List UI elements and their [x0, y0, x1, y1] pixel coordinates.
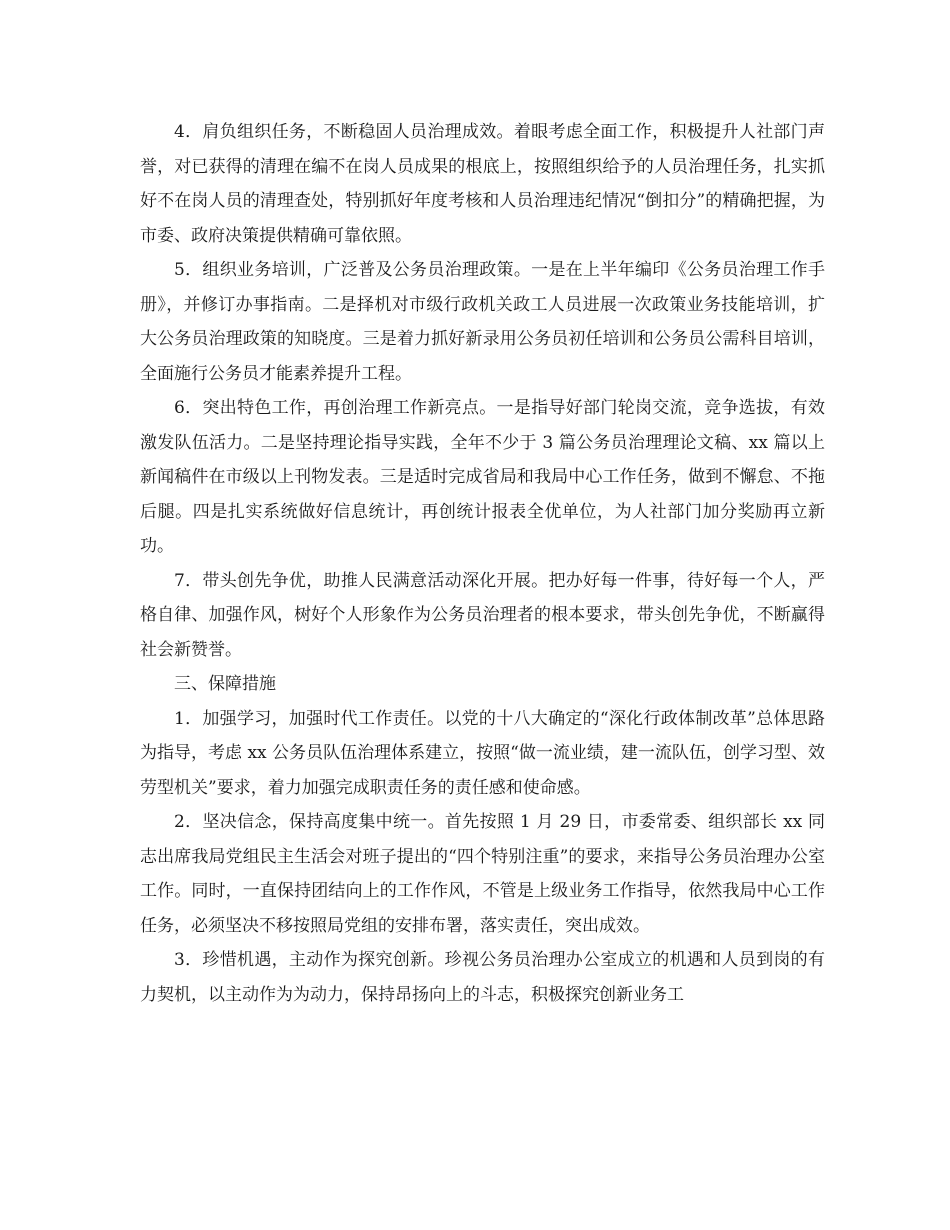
paragraph-item-6: 6．突出特色工作，再创治理工作新亮点。一是指导好部门轮岗交流，竞争选拔，有效激发队伍活力。二是坚持理论指导实践，全年不少于 3 篇公务员治理理论文稿、xx 篇以上新闻稿件在市级以上刊物发表。三是适时完成省局和我局中心工作任务，做到不懈怠、不拖后腿。四是扎实系统做好信息统计，再创统计报表全优单位，为人社部门加分奖励再立新功。	[140, 398, 825, 556]
measure-item-3: 3．珍惜机遇，主动作为探究创新。珍视公务员治理办公室成立的机遇和人员到岗的有力契机，以主动作为为动力，保持昂扬向上的斗志，积极探究创新业务工	[140, 950, 825, 1005]
paragraph-item-5: 5．组织业务培训，广泛普及公务员治理政策。一是在上半年编印《公务员治理工作手册》，并修订办事指南。二是择机对市级行政机关政工人员进展一次政策业务技能培训，扩大公务员治理政策的知晓度。三是着力抓好新录用公务员初任培训和公务员公需科目培训，全面施行公务员才能素养提升工程。	[140, 260, 825, 384]
section-heading-safeguards: 三、保障措施	[174, 674, 276, 694]
paragraph-item-7: 7．带头创先争优，助推人民满意活动深化开展。把办好每一件事，待好每一个人，严格自律、加强作风，树好个人形象作为公务员治理者的根本要求，带头创先争优，不断赢得社会新赞誉。	[140, 570, 825, 660]
measure-item-1: 1．加强学习，加强时代工作责任。以党的十八大确定的“深化行政体制改革”总体思路为指导，考虑 xx 公务员队伍治理体系建立，按照“做一流业绩，建一流队伍，创学习型、效劳型机关”要求，着力加强完成职责任务的责任感和使命感。	[140, 708, 825, 798]
document-body	[140, 115, 825, 1012]
measure-item-2: 2．坚决信念，保持高度集中统一。首先按照 1 月 29 日，市委常委、组织部长 xx 同志出席我局党组民主生活会对班子提出的“四个特别注重”的要求，来指导公务员治理办公室工作。同时，一直保持团结向上的工作作风，不管是上级业务工作指导，依然我局中心工作任务，必须坚决不移按照局党组的安排布署，落实责任，突出成效。	[140, 812, 825, 936]
paragraph-item-4: 4．肩负组织任务，不断稳固人员治理成效。着眼考虑全面工作，积极提升人社部门声誉，对已获得的清理在编不在岗人员成果的根底上，按照组织给予的人员治理任务，扎实抓好不在岗人员的清理查处，特别抓好年度考核和人员治理违纪情况“倒扣分”的精确把握，为市委、政府决策提供精确可靠依照。	[140, 122, 825, 246]
